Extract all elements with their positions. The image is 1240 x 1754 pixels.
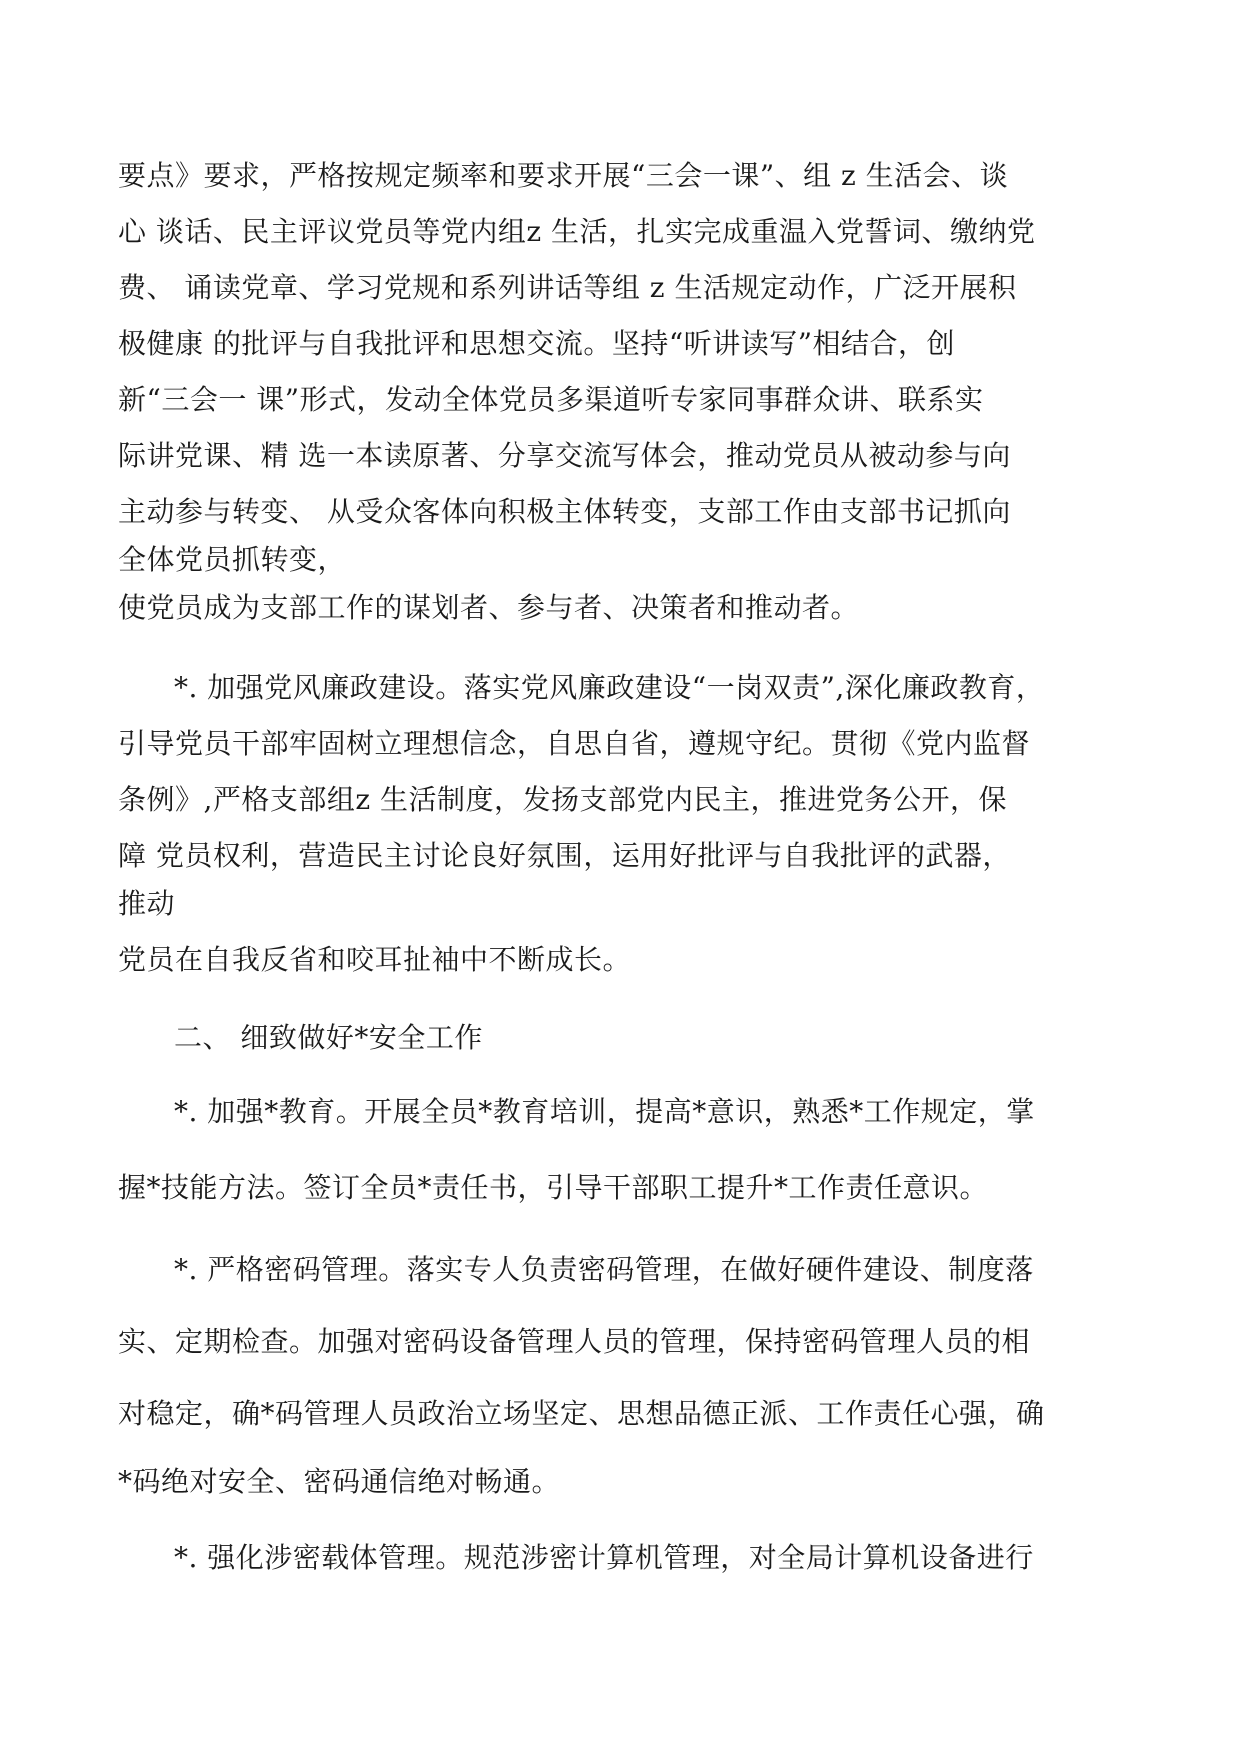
paragraph-5-line-1: *. 强化涉密载体管理。规范涉密计算机管理，对全局计算机设备进行 bbox=[174, 1541, 1034, 1574]
paragraph-2-line-5: 推动 bbox=[118, 887, 176, 920]
paragraph-1-line-6: 际讲党课、精 选一本读原著、分享交流写体会，推动党员从被动参与向 bbox=[118, 439, 1011, 472]
paragraph-1-line-1: 要点》要求，严格按规定频率和要求开展“三会一课”、组 z 生活会、谈 bbox=[118, 159, 1009, 192]
section-heading: 二、 细致做好*安全工作 bbox=[174, 1021, 483, 1054]
paragraph-4-line-3: 对稳定，确*码管理人员政治立场坚定、思想品德正派、工作责任心强，确 bbox=[118, 1397, 1045, 1430]
paragraph-2-line-3: 条例》,严格支部组z 生活制度，发扬支部党内民主，推进党务公开，保 bbox=[118, 783, 1008, 816]
paragraph-4-line-2: 实、定期检查。加强对密码设备管理人员的管理，保持密码管理人员的相 bbox=[118, 1325, 1031, 1358]
paragraph-2-line-4: 障 党员权利，营造民主讨论良好氛围，运用好批评与自我批评的武器， bbox=[118, 839, 1011, 872]
paragraph-1-line-2: 心 谈话、民主评议党员等党内组z 生活，扎实完成重温入党誓词、缴纳党 bbox=[118, 215, 1036, 248]
paragraph-1-line-4: 极健康 的批评与自我批评和思想交流。坚持“听讲读写”相结合，创 bbox=[118, 327, 956, 360]
paragraph-4-line-4: *码绝对安全、密码通信绝对畅通。 bbox=[118, 1465, 561, 1498]
paragraph-1-line-8: 全体党员抓转变， bbox=[118, 543, 347, 576]
paragraph-1-line-7: 主动参与转变、 从受众客体向积极主体转变，支部工作由支部书记抓向 bbox=[118, 495, 1011, 528]
paragraph-2-line-1: *. 加强党风廉政建设。落实党风廉政建设“一岗双责”,深化廉政教育， bbox=[174, 671, 1045, 704]
paragraph-2-line-6: 党员在自我反省和咬耳扯袖中不断成长。 bbox=[118, 943, 632, 976]
paragraph-1-line-9: 使党员成为支部工作的谋划者、参与者、决策者和推动者。 bbox=[118, 591, 860, 624]
paragraph-3-line-2: 握*技能方法。签订全员*责任书，引导干部职工提升*工作责任意识。 bbox=[118, 1171, 989, 1204]
paragraph-1-line-3: 费、 诵读党章、学习党规和系列讲话等组 z 生活规定动作，广泛开展积 bbox=[118, 271, 1017, 304]
paragraph-3-line-1: *. 加强*教育。开展全员*教育培训，提高*意识，熟悉*工作规定，掌 bbox=[174, 1095, 1035, 1128]
paragraph-1-line-5: 新“三会一 课”形式，发动全体党员多渠道听专家同事群众讲、联系实 bbox=[118, 383, 984, 416]
paragraph-4-line-1: *. 严格密码管理。落实专人负责密码管理，在做好硬件建设、制度落 bbox=[174, 1253, 1034, 1286]
paragraph-2-line-2: 引导党员干部牢固树立理想信念，自思自省，遵规守纪。贯彻《党内监督 bbox=[118, 727, 1031, 760]
